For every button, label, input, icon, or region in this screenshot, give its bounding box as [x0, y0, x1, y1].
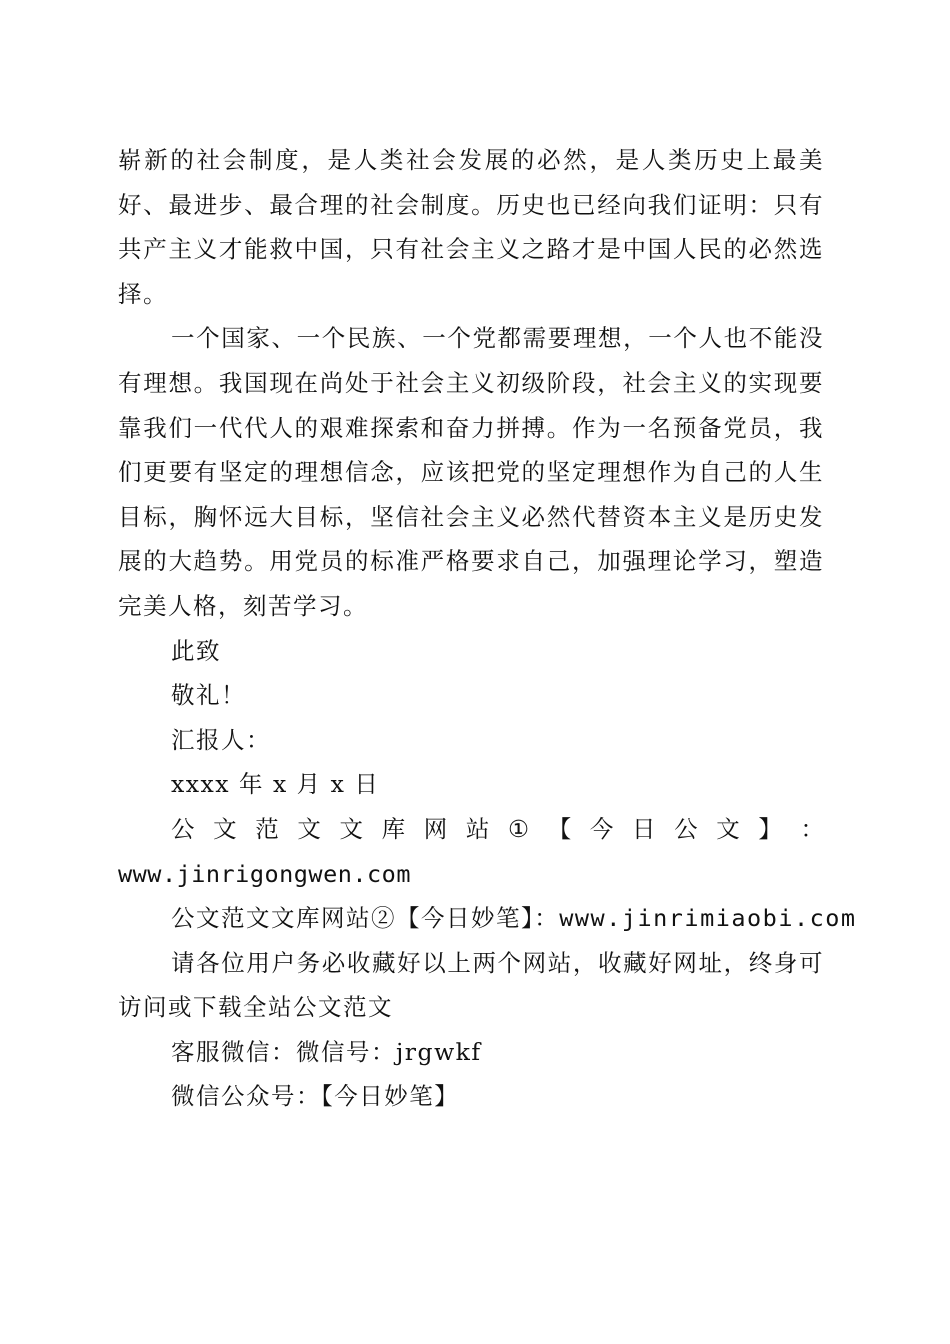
closing-regards: 敬礼！ — [171, 681, 246, 710]
site1-char: ： — [800, 814, 824, 843]
site1-label — [118, 807, 824, 852]
body-paragraph-1: 崭新的社会制度，是人类社会发展的必然，是人类历史上最美好、最进步、最合理的社会制度。历史也已经向我们证明：只有共产主义才能救中国，只有社会主义之路才是中国人民的必然选择。 — [118, 146, 824, 308]
site2-label: 公文范文文库网站②【今日妙笔】： — [171, 904, 560, 933]
site1-char: 站 — [465, 814, 490, 843]
site1-char: 公 — [171, 814, 195, 843]
wechat-official-account: 微信公众号：【今日妙笔】 — [171, 1082, 460, 1111]
site2-url: www.jinrimiaobi.com — [559, 904, 857, 933]
document-page — [118, 138, 857, 1119]
site1-char: 文 — [339, 814, 363, 843]
site1-char: 库 — [381, 814, 406, 843]
site1-char: 【 — [547, 814, 572, 843]
wechat-service: 客服微信：微信号：jrgwkf — [171, 1037, 482, 1066]
site1-url — [118, 852, 824, 897]
site1-char: 今 — [589, 814, 614, 843]
site1-char: 范 — [255, 814, 279, 843]
site1-char: 公 — [674, 814, 698, 843]
site1-char: 】 — [758, 814, 782, 843]
report-date: xxxx 年 x 月 x 日 — [171, 770, 380, 799]
site1-char: 文 — [213, 814, 237, 843]
bookmark-notice: 请各位用户务必收藏好以上两个网站，收藏好网址，终身可访问或下载全站公文范文 — [118, 948, 824, 1022]
reporter-label: 汇报人： — [171, 725, 271, 754]
site1-char: 网 — [423, 814, 448, 843]
site1-char: ① — [508, 814, 530, 843]
closing-salutation: 此致 — [171, 636, 221, 665]
site1-char: 文 — [716, 814, 740, 843]
site1-url-text: www.jinrigongwen.com — [118, 859, 411, 888]
site1-char: 日 — [631, 814, 656, 843]
body-paragraph-2: 一个国家、一个民族、一个党都需要理想，一个人也不能没有理想。我国现在尚处于社会主义初级阶段，社会主义的实现要靠我们一代代人的艰难探索和奋力拼搏。作为一名预备党员，我们更要有坚定的理想信念，应该把党的坚定理想作为自己的人生目标，胸怀远大目标，坚信社会主义必然代替资本主义是历史发展的大趋势。用党员的标准严格要求自己，加强理论学习，塑造完美人格，刻苦学习。 — [118, 324, 824, 620]
site2-line — [118, 896, 857, 941]
site1-char: 文 — [297, 814, 321, 843]
